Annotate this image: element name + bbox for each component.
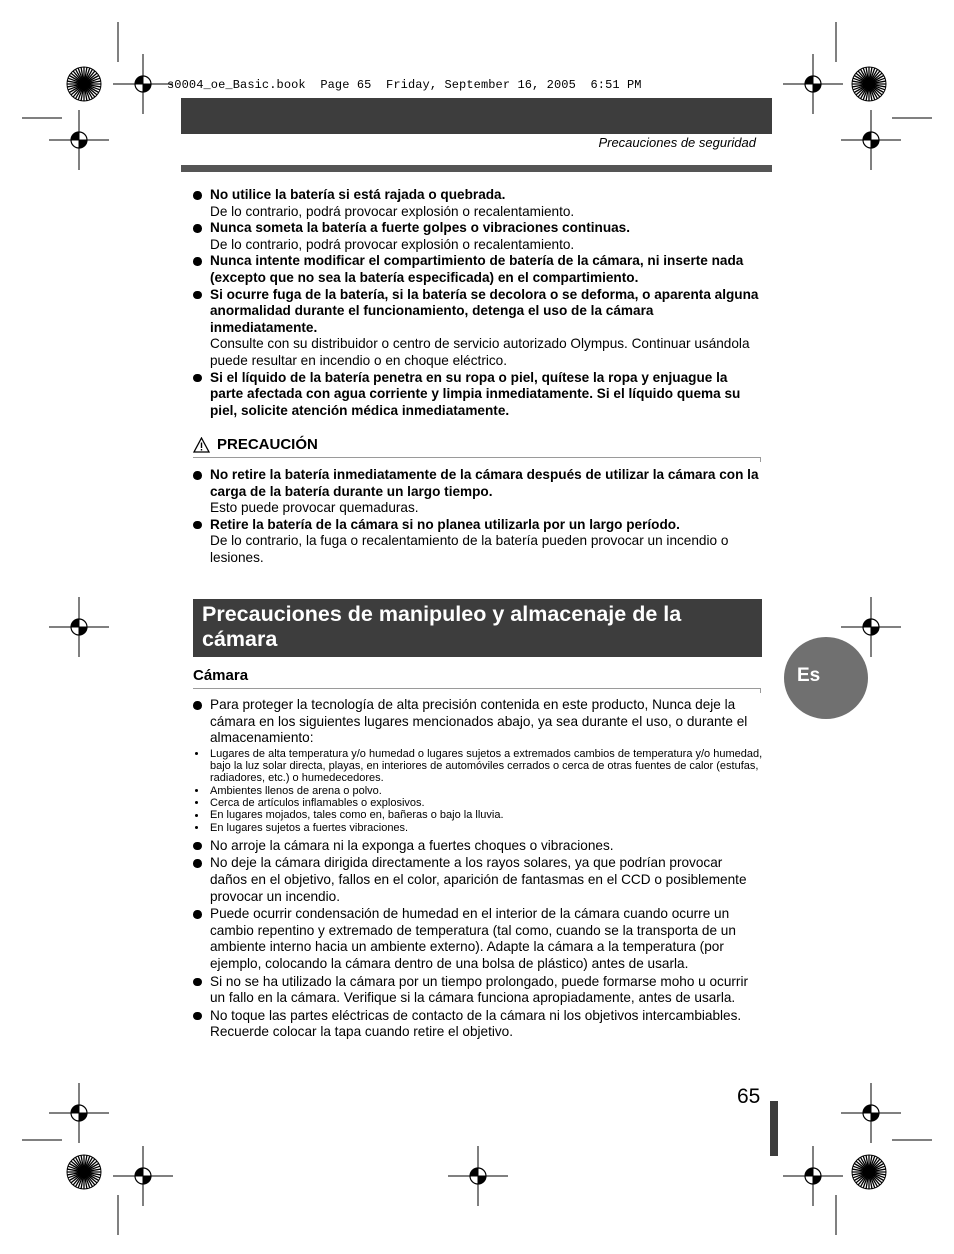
caution-title: PRECAUCIÓN [217, 436, 318, 453]
caution-list [193, 467, 763, 567]
list-item [193, 1008, 763, 1041]
camera-items [193, 697, 763, 1042]
file-header: s0004_oe_Basic.book Page 65 Friday, September 16, 2005 6:51 PM [167, 78, 642, 92]
warning-triangle-icon [193, 437, 210, 453]
camera-rule [193, 688, 761, 693]
header-bar [181, 98, 772, 134]
item-text: No deje la cámara dirigida directamente a los rayos solares, ya que podrían provocar daños en el objetivo, fallos en el color, aparición de fantasmas en el CCD o posiblemente provocar un incendio. [210, 855, 747, 904]
sub-list-item: En lugares sujetos a fuertes vibraciones. [193, 822, 763, 834]
list-item [193, 517, 763, 567]
list-item [193, 187, 763, 220]
page-edge-tab [770, 1101, 778, 1156]
header-rule [181, 165, 772, 172]
item-bold-text: No utilice la batería si está rajada o quebrada. [210, 187, 506, 202]
caution-heading [193, 436, 318, 453]
sub-list-item: Ambientes llenos de arena o polvo. [193, 785, 763, 797]
caution-rule [193, 457, 761, 462]
page-number: 65 [737, 1085, 761, 1108]
sub-list-item: Lugares de alta temperatura y/o humedad o lugares sujetos a extremados cambios de temperatura y/o humedad, bajo la luz solar directa, playas, en interiores de automóviles cerrados o cerca de otras fuentes de calor (estufas, radiadores, etc.) o humedecedores. [193, 748, 763, 785]
section-label: Precauciones de seguridad [598, 135, 756, 150]
item-bold-text: Retire la batería de la cámara si no planea utilizarla por un largo período. [210, 516, 680, 532]
list-item [193, 974, 763, 1007]
item-text: Consulte con su distribuidor o centro de servicio autorizado Olympus. Continuar usándola puede resultar en incendio o en choque eléctrico. [210, 336, 750, 368]
camera-list [193, 697, 763, 1041]
item-text: Puede ocurrir condensación de humedad en el interior de la cámara cuando ocurre un cambio repentino y extremado de temperatura (tal como, cuando se la transporta de un ambiente interno hacia un ambiente externo). Adapte la cámara a la temperatura (por ejemplo, colocando la cámara dentro de una bolsa de plástico) antes de usarla. [210, 906, 736, 972]
camera-heading: Cámara [193, 667, 249, 684]
item-bold-text: Si el líquido de la batería penetra en su ropa o piel, quítese la ropa y enjuague la parte afectada con agua corriente y limpia inmediatamente. Si el líquido quema su piel, solicite atención médica inmediatamente. [210, 369, 741, 418]
list-item [193, 906, 763, 972]
list-item [193, 287, 763, 370]
sub-list-item: En lugares mojados, tales como en, bañeras o bajo la lluvia. [193, 809, 763, 821]
item-text: Esto puede provocar quemaduras. [210, 500, 419, 516]
list-item [193, 467, 763, 517]
battery-warning-list [193, 187, 763, 419]
list-item [193, 855, 763, 905]
section-title: Precauciones de manipuleo y almacenaje de la cámara [193, 599, 762, 657]
item-text: No arroje la cámara ni la exponga a fuertes choques o vibraciones. [210, 837, 614, 853]
list-item [193, 697, 763, 747]
item-text: De lo contrario, podrá provocar explosión o recalentamiento. [210, 236, 575, 252]
item-bold-text: Si ocurre fuga de la batería, si la batería se decolora o se deforma, o aparenta alguna anormalidad durante el funcionamiento, detenga el uso de la cámara inmediatamente. [210, 286, 759, 335]
item-text: Para proteger la tecnología de alta precisión contenida en este producto, Nunca deje la cámara en los siguientes lugares mencionados abajo, ya sea durante el uso, o durante el almacenamiento: [210, 697, 748, 746]
list-item [193, 220, 763, 253]
sub-list-item: Cerca de artículos inflamables o explosivos. [193, 797, 763, 809]
item-bold-text: No retire la batería inmediatamente de la cámara después de utilizar la cámara con la carga de la batería durante un largo tiempo. [210, 467, 759, 499]
item-text: De lo contrario, podrá provocar explosión o recalentamiento. [210, 203, 575, 219]
list-item [193, 253, 763, 286]
item-bold-text: Nunca intente modificar el compartimiento de batería de la cámara, ni inserte nada (excepto que no sea la batería especificada) en el compartimiento. [210, 253, 744, 285]
caution-items [193, 467, 763, 567]
item-text: De lo contrario, la fuga o recalentamiento de la batería pueden provocar un incendio o lesiones. [210, 533, 729, 565]
item-text: Si no se ha utilizado la cámara por un tiempo prolongado, puede formarse moho u ocurrir un fallo en la cámara. Verifique si la cámara funciona apropiadamente, antes de usarla. [210, 973, 749, 1006]
item-bold-text: Nunca someta la batería a fuerte golpes o vibraciones continuas. [210, 220, 631, 236]
sub-list [193, 748, 763, 834]
list-item [193, 370, 763, 420]
battery-warnings [193, 187, 763, 419]
language-tab: Es [784, 637, 868, 719]
list-item [193, 838, 763, 855]
item-text: No toque las partes eléctricas de contacto de la cámara ni los objetivos intercambiables. Recuerde colocar la tapa cuando retire el objetivo. [210, 1007, 742, 1040]
